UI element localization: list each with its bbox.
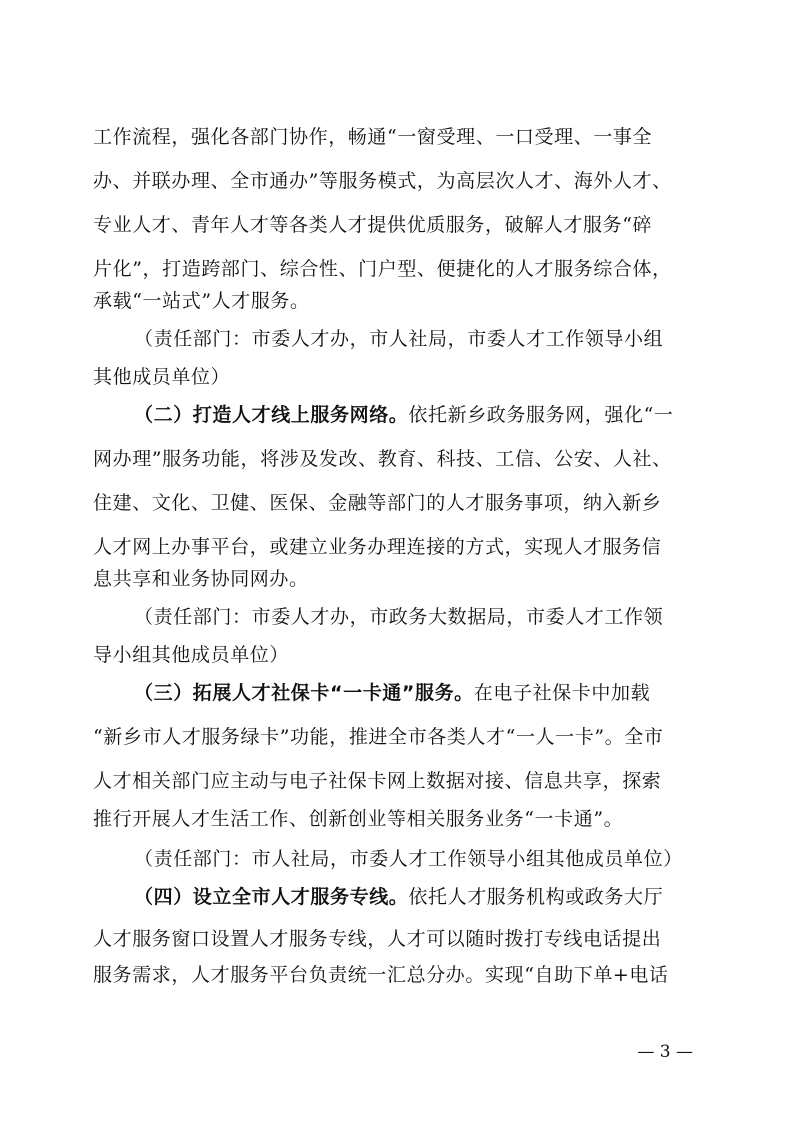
body-text-line: 人才网上办事平台，或建立业务办理连接的方式，实现人才服务信 bbox=[93, 536, 662, 558]
body-text-line: 承载“一站式”人才服务。 bbox=[93, 290, 310, 312]
responsibility-note: 其他成员单位） bbox=[93, 366, 231, 388]
body-text-line: 推行开展人才生活工作、创新创业等相关服务业务“一卡通”。 bbox=[93, 808, 624, 830]
body-text: 依托新乡政务服务网，强化“一 bbox=[408, 404, 674, 426]
page-number: — 3 — bbox=[637, 1042, 693, 1062]
section-4-first-line bbox=[134, 884, 703, 910]
body-text-line: 服务需求，人才服务平台负责统一汇总分办。实现“自助下单+电话 bbox=[93, 964, 669, 986]
body-text-line: 工作流程，强化各部门协作，畅通“一窗受理、一口受理、一事全 bbox=[93, 126, 653, 148]
body-text-line: 片化”，打造跨部门、综合性、门户型、便捷化的人才服务综合体， bbox=[93, 258, 672, 280]
section-3-first-line bbox=[134, 680, 703, 706]
body-text-line: “新乡市人才服务绿卡”功能，推进全市各类人才“一人一卡”。全市 bbox=[93, 726, 664, 748]
body-text: 依托人才服务机构或政务大厅 bbox=[408, 886, 664, 908]
section-2-first-line bbox=[134, 402, 703, 428]
body-text-line: 网办理”服务功能，将涉及发改、教育、科技、工信、公安、人社、 bbox=[93, 448, 672, 470]
body-text-line: 息共享和业务协同网办。 bbox=[93, 568, 309, 590]
responsibility-note: （责任部门：市委人才办，市政务大数据局，市委人才工作领 bbox=[134, 606, 664, 628]
responsibility-note: （责任部门：市委人才办，市人社局，市委人才工作领导小组 bbox=[134, 328, 664, 350]
body-text: 在电子社保卡中加载 bbox=[473, 682, 651, 704]
body-text-line: 人才相关部门应主动与电子社保卡网上数据对接、信息共享，探索 bbox=[93, 770, 662, 792]
responsibility-note: （责任部门：市人社局，市委人才工作领导小组其他成员单位） bbox=[134, 848, 683, 870]
body-text-line: 办、并联办理、全市通办”等服务模式，为高层次人才、海外人才、 bbox=[93, 170, 672, 192]
body-text-line: 专业人才、青年人才等各类人才提供优质服务，破解人才服务“碎 bbox=[93, 214, 653, 236]
section-heading: （四）设立全市人才服务专线。 bbox=[134, 886, 409, 908]
responsibility-note: 导小组其他成员单位） bbox=[93, 644, 290, 666]
body-text-line: 人才服务窗口设置人才服务专线，人才可以随时拨打专线电话提出 bbox=[93, 928, 662, 950]
section-heading: （二）打造人才线上服务网络。 bbox=[134, 404, 409, 426]
body-text-line: 住建、文化、卫健、医保、金融等部门的人才服务事项，纳入新乡 bbox=[93, 492, 662, 514]
section-heading: （三）拓展人才社保卡“一卡通”服务。 bbox=[134, 682, 474, 704]
